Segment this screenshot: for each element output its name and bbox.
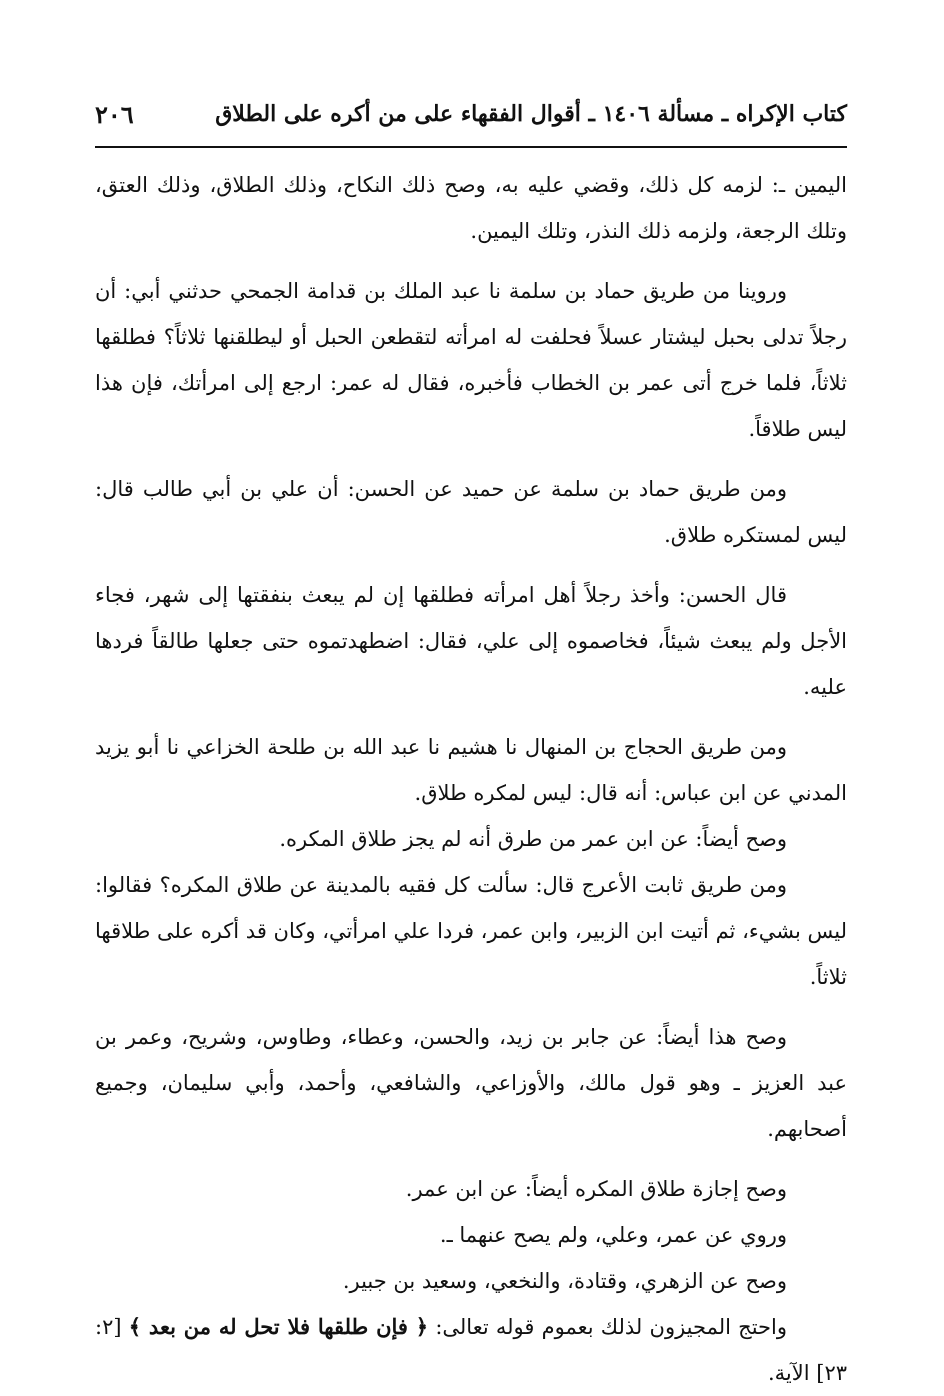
page-number: ٢٠٦	[95, 99, 134, 129]
paragraph-11: وصح عن الزهري، وقتادة، والنخعي، وسعيد بن جبير.	[342, 1269, 787, 1293]
page-header	[95, 92, 847, 136]
paragraph-12	[95, 1304, 847, 1396]
paragraph-6: وصح أيضاً: عن ابن عمر من طرق أنه لم يجز طلاق المكره.	[279, 827, 787, 851]
paragraph-2: وروينا من طريق حماد بن سلمة نا عبد الملك بن قدامة الجمحي حدثني أبي: أن رجلاً تدلى بحبل ليشتار عسلاً فحلفت له امرأته لتقطعن الحبل أو ليطلقنها ثلاثاً؟ فطلقها ثلاثاً، فلما خرج أتى عمر بن الخطاب فأخبره، فقال له عمر: ارجع إلى امرأتك، فإن هذا ليس طلاقاً.	[95, 279, 847, 441]
paragraph-12-lead: واحتج المجيزون لذلك بعموم قوله تعالى:	[435, 1315, 787, 1339]
quran-verse: ﴿ فإن طلقها فلا تحل له من بعد ﴾	[128, 1314, 429, 1339]
paragraph-1: اليمين ـ: لزمه كل ذلك، وقضي عليه به، وصح ذلك النكاح، وذلك الطلاق، وذلك العتق، وتلك الرجعة، ولزمه ذلك النذر، وتلك اليمين.	[95, 173, 847, 243]
book-page	[95, 0, 847, 1385]
header-divider	[95, 146, 847, 148]
paragraph-4: قال الحسن: وأخذ رجلاً أهل امرأته فطلقها إن لم يبعث بنفقتها إلى شهر، فجاء الأجل ولم يبعث شيئاً، فخاصموه إلى علي، فقال: اضطهدتموه حتى جعلها طالقاً فردها عليه.	[95, 583, 847, 699]
paragraph-10: وروي عن عمر، وعلي، ولم يصح عنهما ـ.	[439, 1223, 787, 1247]
paragraph-5: ومن طريق الحجاج بن المنهال نا هشيم نا عبد الله بن طلحة الخزاعي نا أبو يزيد المدني عن ابن عباس: أنه قال: ليس لمكره طلاق.	[95, 735, 847, 805]
paragraph-9: وصح إجازة طلاق المكره أيضاً: عن ابن عمر.	[405, 1177, 787, 1201]
paragraph-3: ومن طريق حماد بن سلمة عن حميد عن الحسن: أن علي بن أبي طالب قال: ليس لمستكره طلاق.	[95, 477, 847, 547]
verse-reference: [٢: ٢٣] الآية.	[95, 1315, 847, 1385]
paragraph-8: وصح هذا أيضاً: عن جابر بن زيد، والحسن، وعطاء، وطاوس، وشريح، وعمر بن عبد العزيز ـ وهو قول مالك، والأوزاعي، والشافعي، وأحمد، وأبي سليمان، وجميع أصحابهم.	[95, 1025, 847, 1141]
page-body	[95, 162, 847, 1396]
paragraph-7: ومن طريق ثابت الأعرج قال: سألت كل فقيه بالمدينة عن طلاق المكره؟ فقالوا: ليس بشيء، ثم أتيت ابن الزبير، وابن عمر، فردا علي امرأتي، وكان قد أكره على طلاقها ثلاثاً.	[95, 873, 847, 989]
running-title: كتاب الإكراه ـ مسألة ١٤٠٦ ـ أقوال الفقهاء على من أكره على الطلاق	[215, 101, 847, 127]
